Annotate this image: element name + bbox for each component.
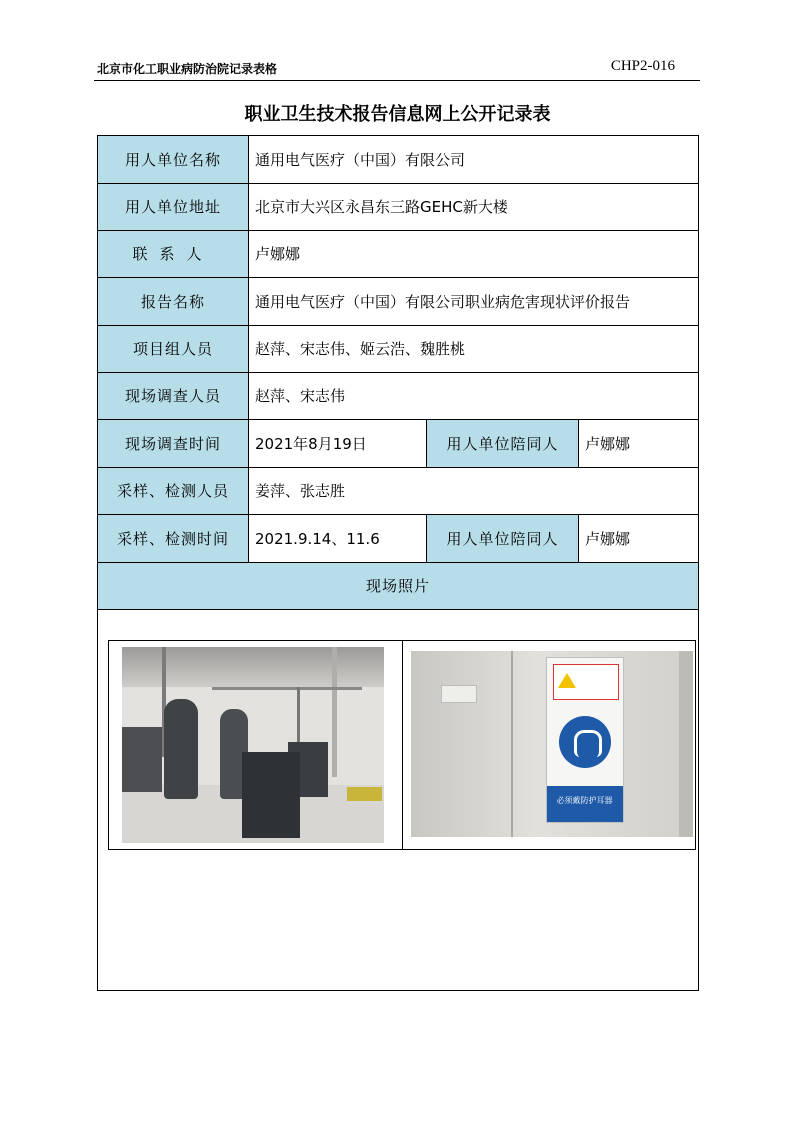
photo-spill-tray (347, 787, 382, 801)
escort-value-2: 卢娜娜 (579, 515, 699, 563)
sampling-time-value: 2021.9.14、11.6 (249, 515, 427, 563)
site-photo-door-sign (411, 651, 693, 837)
header-code: CHP2-016 (610, 58, 675, 74)
row-survey-staff (98, 373, 699, 420)
row-team (98, 326, 699, 373)
survey-staff-label: 现场调查人员 (98, 373, 249, 420)
team-value: 赵萍、宋志伟、姬云浩、魏胜桃 (249, 326, 699, 373)
escort-label-2: 用人单位陪同人 (427, 515, 579, 563)
row-survey-time (98, 420, 699, 468)
row-contact (98, 231, 699, 278)
header-divider (94, 80, 700, 81)
photos-label: 现场照片 (98, 563, 699, 610)
employer-address-value: 北京市大兴区永昌东三路GEHC新大楼 (249, 184, 699, 231)
photo-pipe (212, 687, 362, 690)
employer-name-label: 用人单位名称 (98, 136, 249, 184)
team-label: 项目组人员 (98, 326, 249, 373)
row-photos (98, 610, 699, 991)
photo-beam (332, 647, 337, 777)
row-report-name (98, 278, 699, 326)
contact-label: 联系人 (98, 231, 249, 278)
photo-frame (108, 640, 696, 850)
photo-cell-2 (402, 641, 696, 849)
survey-time-value: 2021年8月19日 (249, 420, 427, 468)
site-photo-machinery (122, 647, 384, 843)
employer-address-label: 用人单位地址 (98, 184, 249, 231)
row-employer-address (98, 184, 699, 231)
sampling-time-label: 采样、检测时间 (98, 515, 249, 563)
row-sampling-time (98, 515, 699, 563)
photo-door-edge (679, 651, 693, 837)
photo-dryer-unit (242, 752, 300, 838)
ear-protection-icon (559, 716, 611, 768)
warning-triangle-icon (553, 664, 619, 700)
photo-cell-1 (109, 641, 402, 849)
photo-door-seam (511, 651, 513, 837)
photo-air-tank (164, 699, 198, 799)
escort-label-1: 用人单位陪同人 (427, 420, 579, 468)
photo-door-plate (441, 685, 477, 703)
sampling-staff-value: 姜萍、张志胜 (249, 468, 699, 515)
sign-text: 必须戴防护耳器 (556, 796, 613, 805)
report-name-label: 报告名称 (98, 278, 249, 326)
photo-safety-sign (546, 657, 624, 823)
row-sampling-staff (98, 468, 699, 515)
row-employer-name (98, 136, 699, 184)
escort-value-1: 卢娜娜 (579, 420, 699, 468)
survey-time-label: 现场调查时间 (98, 420, 249, 468)
record-form (97, 135, 699, 991)
contact-value: 卢娜娜 (249, 231, 699, 278)
header-org: 北京市化工职业病防治院记录表格 (97, 62, 278, 76)
row-photos-header (98, 563, 699, 610)
page-title: 职业卫生技术报告信息网上公开记录表 (244, 104, 551, 125)
photo-compressor-cabinet (122, 727, 162, 792)
report-name-value: 通用电气医疗（中国）有限公司职业病危害现状评价报告 (249, 278, 699, 326)
employer-name-value: 通用电气医疗（中国）有限公司 (249, 136, 699, 184)
photos-cell (98, 610, 699, 991)
survey-staff-value: 赵萍、宋志伟 (249, 373, 699, 420)
sampling-staff-label: 采样、检测人员 (98, 468, 249, 515)
